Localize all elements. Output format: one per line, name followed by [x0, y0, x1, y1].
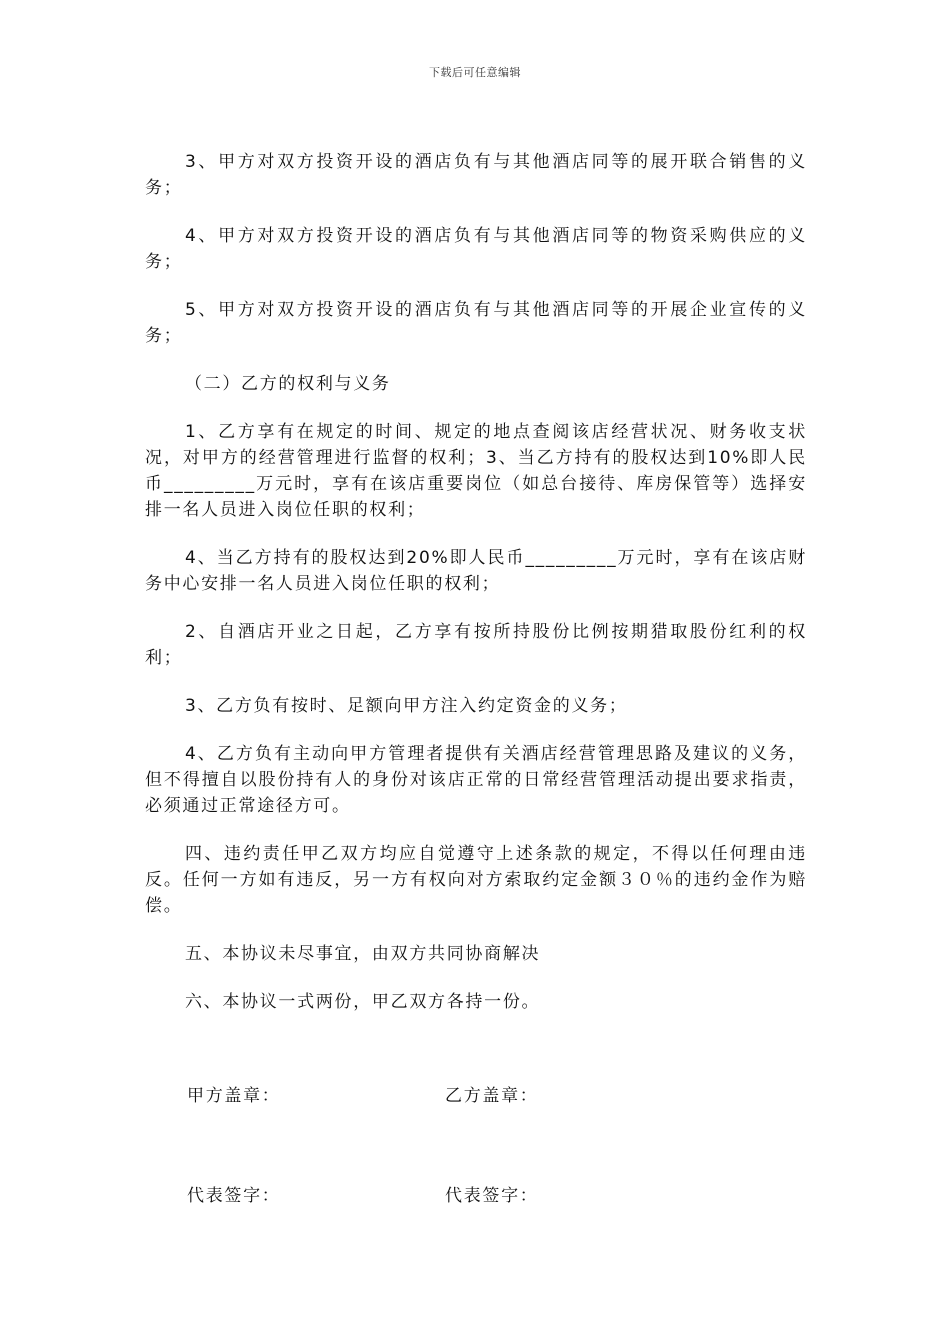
clause-unresolved-matters: 五、本协议未尽事宜，由双方共同协商解决 [184, 944, 541, 964]
clause-copies: 六、本协议一式两份，甲乙双方各持一份。 [184, 992, 541, 1012]
clause-party-b-inspection: 1、乙方享有在规定的时间、规定的地点查阅该店经营状况、财务收支状况，对甲方的经营管理进行监督的权利；3、当乙方持有的股权达到10%即人民币_________万元时，享有在该店重要岗位（如总台接待、库房保管等）选择安排一名人员进入岗位任职的权利； [145, 422, 807, 520]
clause-party-a-joint-sales: 3、甲方对双方投资开设的酒店负有与其他酒店同等的展开联合销售的义务； [145, 152, 807, 198]
party-b-representative-label: 代表签字： [445, 1186, 539, 1206]
clause-party-b-suggestions: 4、乙方负有主动向甲方管理者提供有关酒店经营管理思路及建议的义务，但不得擅自以股份持有人的身份对该店正常的日常经营管理活动提出要求指责，必须通过正常途径方可。 [145, 744, 807, 816]
clause-party-a-promotion: 5、甲方对双方投资开设的酒店负有与其他酒店同等的开展企业宣传的义务； [145, 300, 807, 346]
clause-party-b-capital: 3、乙方负有按时、足额向甲方注入约定资金的义务； [184, 696, 628, 716]
party-a-seal-label: 甲方盖章： [187, 1086, 281, 1106]
clause-party-a-procurement: 4、甲方对双方投资开设的酒店负有与其他酒店同等的物资采购供应的义务； [145, 226, 807, 272]
page-header-note: 下载后可任意编辑 [429, 66, 521, 79]
clause-party-b-dividends: 2、自酒店开业之日起，乙方享有按所持股份比例按期猎取股份红利的权利； [145, 622, 807, 668]
party-b-seal-label: 乙方盖章： [445, 1086, 539, 1106]
clause-party-b-finance-position: 4、当乙方持有的股权达到20%即人民币_________万元时，享有在该店财务中心安排一名人员进入岗位任职的权利； [145, 548, 807, 594]
clause-breach-liability: 四、违约责任甲乙双方均应自觉遵守上述条款的规定，不得以任何理由违反。任何一方如有违反，另一方有权向对方索取约定金额３０％的违约金作为赔偿。 [145, 844, 807, 916]
section-heading-party-b-rights: （二）乙方的权利与义务 [184, 374, 391, 394]
party-a-representative-label: 代表签字： [187, 1186, 281, 1206]
document-body [145, 149, 807, 1037]
